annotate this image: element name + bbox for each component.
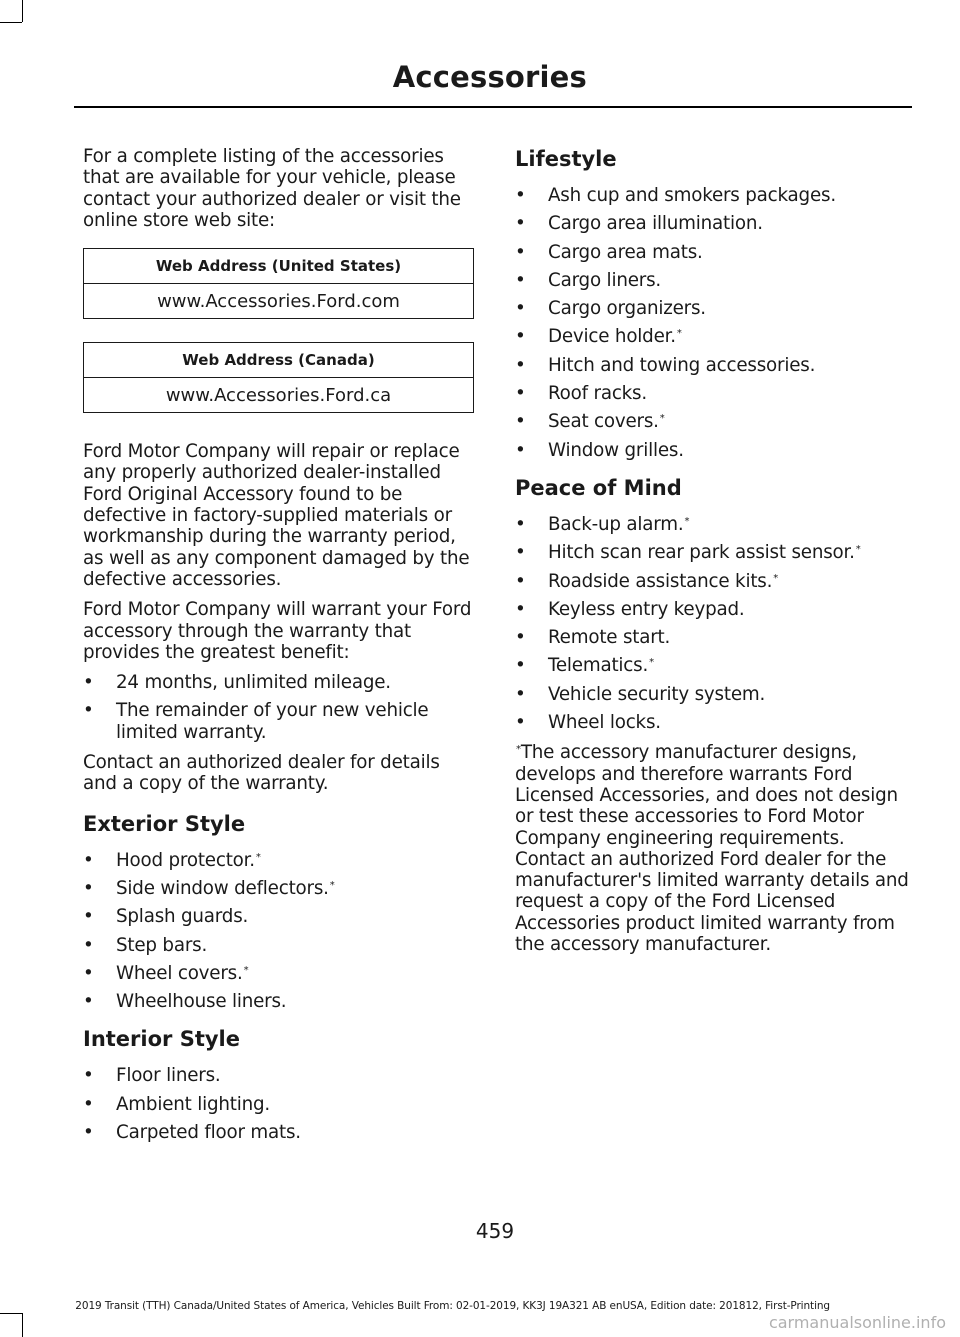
list-item-text: Carpeted floor mats. (116, 1122, 301, 1144)
footnote-marker: * (855, 544, 861, 556)
crop-mark (0, 22, 22, 23)
bullet-icon: • (515, 712, 526, 734)
list-item-text: Telematics. (548, 655, 649, 677)
list-item-text: Cargo area illumination. (548, 213, 763, 235)
list-item-text: Wheel locks. (548, 712, 661, 734)
bullet-icon: • (83, 700, 94, 722)
list-item-text: Back-up alarm. (548, 513, 684, 535)
list-item-text: Vehicle security system. (548, 683, 766, 705)
bullet-icon: • (83, 962, 94, 984)
bullet-icon: • (515, 683, 526, 705)
list-item (515, 185, 909, 206)
bullet-icon: • (515, 185, 526, 206)
footnote-marker: * (649, 657, 654, 669)
web-address-link[interactable]: www.Accessories.Ford.ca (84, 378, 474, 413)
footer-edition-text: 2019 Transit (TTH) Canada/United States of America, Vehicles Built From: 02-01-2019, KK3J 19A321 AB enUSA, Edition date: 201812, First-Printing (75, 1300, 830, 1312)
list-item (515, 355, 909, 376)
list-item-text: Cargo area mats. (548, 241, 703, 263)
list-item (515, 242, 909, 263)
page-number: 459 (475, 1219, 515, 1243)
bullet-icon: • (83, 1093, 94, 1115)
bullet-icon: • (83, 672, 94, 694)
warranty-list (83, 672, 475, 743)
bullet-icon: • (515, 627, 526, 649)
warrant-paragraph: Ford Motor Company will warrant your Ford accessory through the warranty that provides the greatest benefit: (83, 599, 472, 663)
list-item-text: The remainder of your new vehicle limited warranty. (116, 700, 429, 743)
repair-paragraph: Ford Motor Company will repair or replace any properly authorized dealer-installed Ford Original Accessory found to be defective in factory-supplied materials or workmanship during the warranty period, as well as any component damaged by the defective accessories. (83, 441, 470, 590)
bullet-icon: • (515, 298, 526, 320)
bullet-icon: • (515, 411, 526, 433)
list-item (515, 298, 909, 319)
list-item (515, 213, 909, 234)
list-item-text: Ash cup and smokers packages. (548, 185, 836, 206)
list-item (515, 684, 909, 705)
table-header: Web Address (Canada) (84, 343, 474, 378)
right-column (515, 146, 909, 955)
list-item (83, 963, 475, 984)
list-item (515, 599, 909, 620)
list-item (515, 440, 909, 461)
section-title-interior: Interior Style (83, 1027, 240, 1052)
footnote-marker: * (684, 515, 690, 527)
bullet-icon: • (515, 655, 526, 677)
bullet-icon: • (515, 570, 526, 592)
list-item-text: Roof racks. (548, 383, 647, 405)
bullet-icon: • (515, 598, 526, 620)
exterior-list (83, 850, 475, 1013)
list-item (83, 991, 475, 1012)
interior-list (83, 1065, 475, 1143)
section-title-exterior: Exterior Style (83, 811, 246, 836)
bullet-icon: • (83, 1122, 94, 1144)
list-item (515, 383, 909, 404)
bullet-icon: • (515, 326, 526, 348)
list-item (515, 326, 909, 347)
footnote-marker: * (676, 328, 682, 340)
list-item (83, 935, 475, 956)
bullet-icon: • (515, 269, 526, 291)
watermark: carmanualsonline.info (768, 1313, 946, 1332)
bullet-icon: • (83, 1065, 94, 1087)
contact-paragraph: Contact an authorized dealer for details and a copy of the warranty. (83, 752, 440, 795)
bullet-icon: • (83, 934, 94, 956)
list-item (83, 1065, 475, 1086)
list-item (83, 1094, 475, 1115)
table-header: Web Address (United States) (84, 249, 474, 284)
list-item (83, 1122, 475, 1143)
bullet-icon: • (515, 513, 526, 535)
lifestyle-list (515, 185, 909, 461)
list-item (515, 655, 909, 676)
left-column (83, 146, 475, 1152)
footnote-marker: * (255, 851, 261, 863)
page-title: Accessories (392, 60, 587, 94)
intro-paragraph: For a complete listing of the accessories that are available for your vehicle, please contact your authorized dealer or visit the online store web site: (83, 146, 461, 231)
list-item-text: Hitch scan rear park assist sensor. (548, 542, 855, 564)
list-item-text: Hood protector. (116, 849, 255, 871)
bullet-icon: • (515, 439, 526, 461)
list-item (83, 700, 475, 743)
footnote-marker: * (659, 413, 665, 425)
bullet-icon: • (83, 991, 94, 1013)
list-item (515, 627, 909, 648)
web-address-table-us (83, 248, 474, 319)
bullet-icon: • (515, 383, 526, 405)
bullet-icon: • (515, 542, 526, 564)
list-item (515, 712, 909, 733)
footnote-marker: * (329, 879, 335, 891)
section-title-peace-of-mind: Peace of Mind (515, 475, 682, 500)
web-address-table-canada (83, 342, 474, 413)
crop-mark (0, 1313, 22, 1314)
bullet-icon: • (515, 354, 526, 376)
list-item-text: Seat covers. (548, 411, 659, 433)
crop-mark (22, 1313, 23, 1337)
list-item (83, 906, 475, 927)
bullet-icon: • (515, 213, 526, 235)
bullet-icon: • (515, 241, 526, 263)
list-item-text: Device holder. (548, 326, 676, 348)
header-rule (74, 106, 912, 108)
list-item-text: Ambient lighting. (116, 1093, 271, 1115)
list-item (83, 878, 475, 899)
list-item-text: Roadside assistance kits. (548, 570, 773, 592)
section-title-lifestyle: Lifestyle (515, 147, 617, 171)
footnote-marker: * (243, 964, 249, 976)
web-address-link[interactable]: www.Accessories.Ford.com (84, 284, 474, 319)
list-item-text: Cargo organizers. (548, 298, 706, 320)
bullet-icon: • (83, 877, 94, 899)
list-item-text: Hitch and towing accessories. (548, 354, 816, 376)
footnote-marker: * (516, 744, 521, 756)
footnote-marker: * (773, 572, 779, 584)
list-item-text: Step bars. (116, 934, 208, 956)
list-item-text: Floor liners. (116, 1065, 221, 1087)
bullet-icon: • (83, 849, 94, 871)
list-item (515, 542, 909, 563)
bullet-icon: • (83, 906, 94, 928)
list-item-text: Wheelhouse liners. (116, 991, 287, 1013)
list-item-text: Cargo liners. (548, 269, 662, 291)
footnote (515, 742, 909, 955)
list-item-text: Wheel covers. (116, 962, 243, 984)
peace-of-mind-list (515, 514, 909, 733)
list-item (515, 270, 909, 291)
list-item (83, 850, 475, 871)
list-item-text: Remote start. (548, 627, 671, 649)
list-item-text: 24 months, unlimited mileage. (116, 672, 391, 694)
list-item-text: Splash guards. (116, 906, 249, 928)
list-item (515, 571, 909, 592)
list-item-text: Side window deflectors. (116, 877, 329, 899)
list-item (515, 514, 909, 535)
crop-mark (22, 0, 23, 22)
list-item (515, 411, 909, 432)
list-item-text: Keyless entry keypad. (548, 598, 745, 620)
list-item (83, 672, 475, 693)
list-item-text: Window grilles. (548, 439, 684, 461)
footnote-text: The accessory manufacturer designs, develops and therefore warrants Ford Licensed Accessories, and does not design or test these accessories to Ford Motor Company engineering requirements. Contact an authorized Ford dealer for the manufacturer's limited warranty details and request a copy of the Ford Licensed Accessories product limited warranty from the accessory manufacturer. (515, 742, 909, 956)
